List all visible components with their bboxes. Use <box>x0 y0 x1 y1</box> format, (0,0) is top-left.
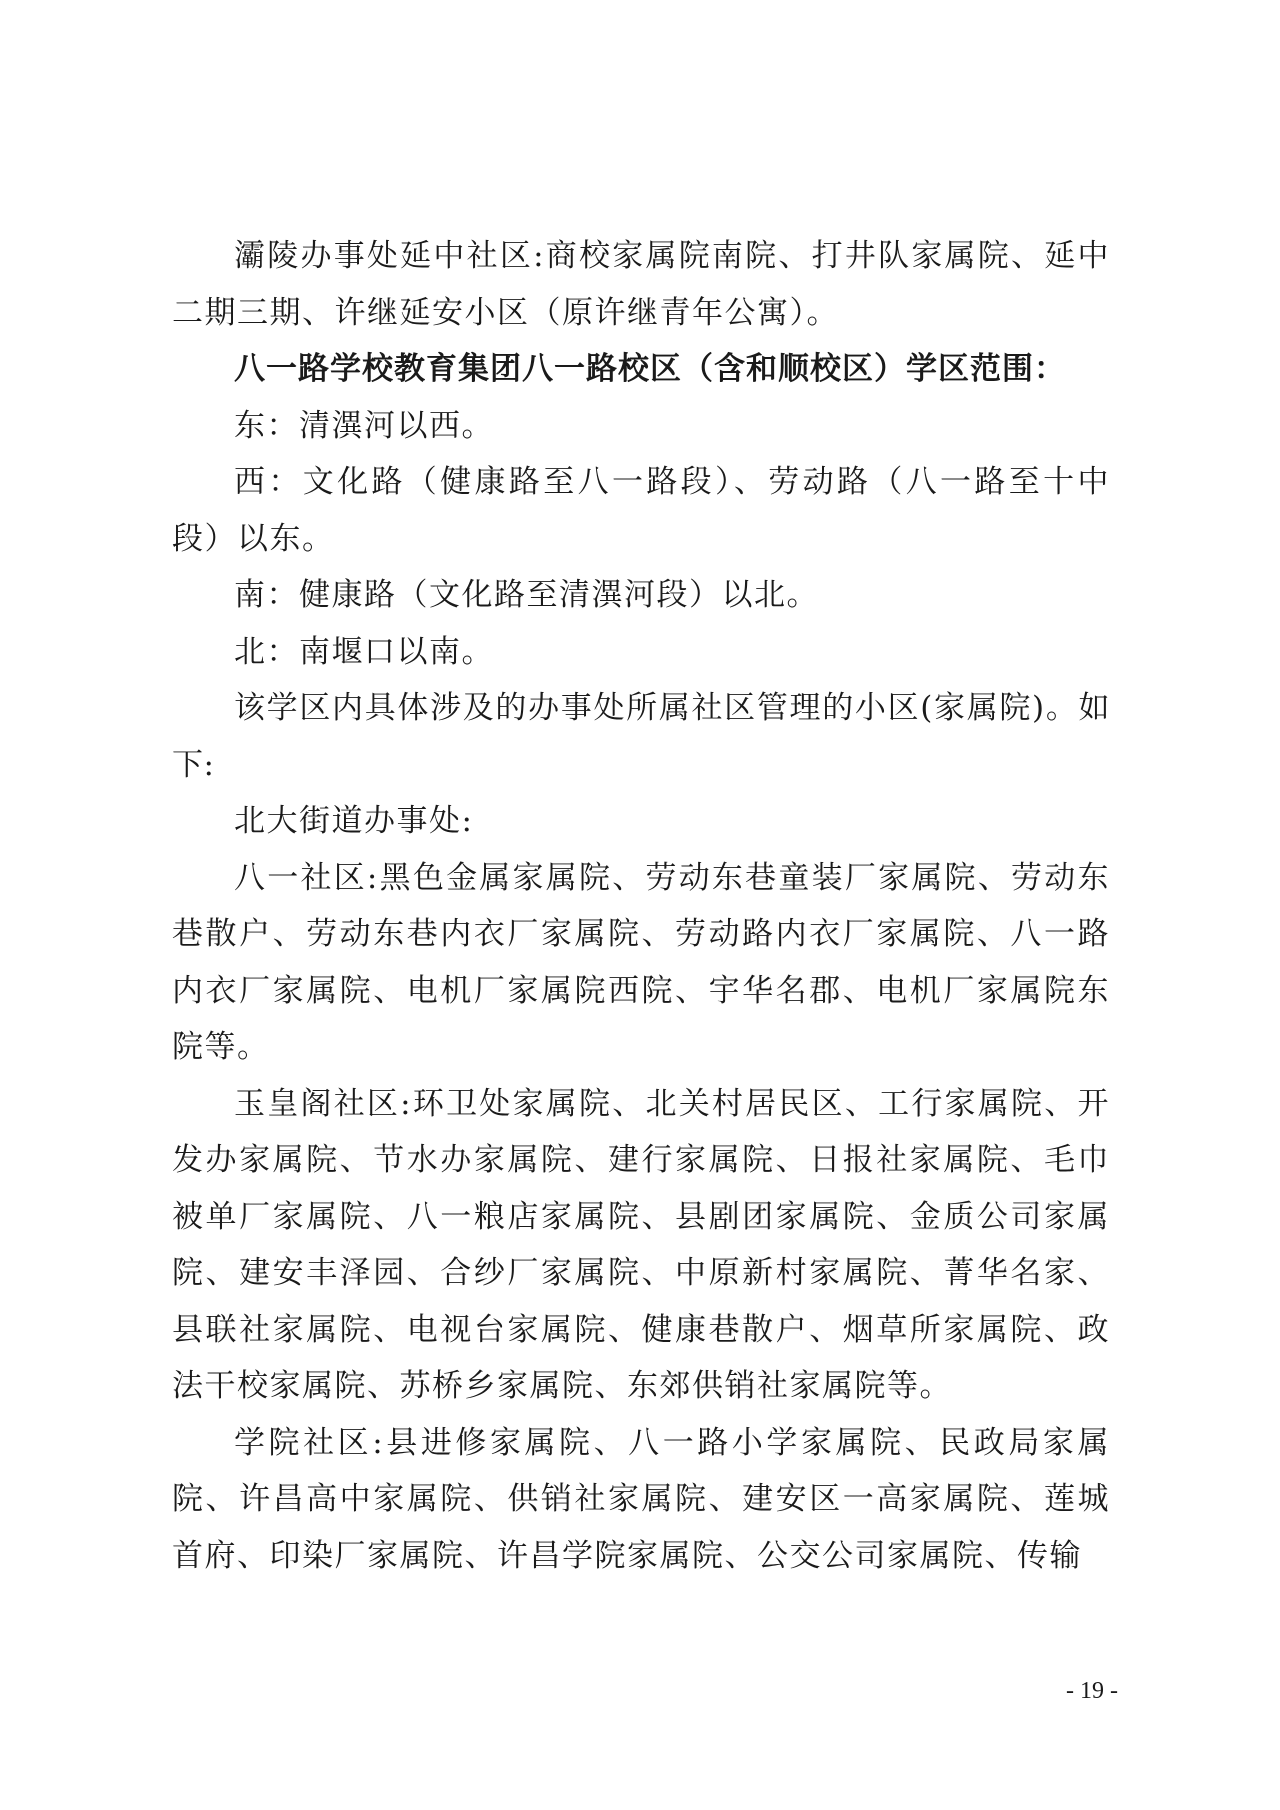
paragraph-bayi-community: 八一社区:黑色金属家属院、劳动东巷童装厂家属院、劳动东巷散户、劳动东巷内衣厂家属院、劳动路内衣厂家属院、八一路内衣厂家属院、电机厂家属院西院、宇华名郡、电机厂家属院东院等。 <box>172 859 1110 1065</box>
paragraph-north-boundary: 北：南堰口以南。 <box>234 633 494 670</box>
paragraph-yuhuangge-community: 玉皇阁社区:环卫处家属院、北关村居民区、工行家属院、开发办家属院、节水办家属院、建行家属院、日报社家属院、毛巾被单厂家属院、八一粮店家属院、县剧团家属院、金质公司家属院、建安丰泽园、合纱厂家属院、中原新村家属院、菁华名家、县联社家属院、电视台家属院、健康巷散户、烟草所家属院、政法干校家属院、苏桥乡家属院、东郊供销社家属院等。 <box>172 1085 1110 1404</box>
paragraph-west-boundary: 西：文化路（健康路至八一路段）、劳动路（八一路至十中段）以东。 <box>172 464 1110 557</box>
paragraph-xueyuan-community: 学院社区:县进修家属院、八一路小学家属院、民政局家属院、许昌高中家属院、供销社家属院、建安区一高家属院、莲城首府、印染厂家属院、许昌学院家属院、公交公司家属院、传输 <box>172 1424 1110 1574</box>
paragraph-east-boundary: 东：清潩河以西。 <box>234 407 494 444</box>
paragraph-yanzhong-community: 灞陵办事处延中社区:商校家属院南院、打井队家属院、延中二期三期、许继延安小区（原许继青年公寓）。 <box>172 238 1110 331</box>
page-number: - 19 - <box>1066 1678 1118 1704</box>
paragraph-beida-subdistrict: 北大街道办事处: <box>234 803 474 839</box>
paragraph-intro-communities: 该学区内具体涉及的办事处所属社区管理的小区(家属院)。如下: <box>172 690 1110 783</box>
document-body <box>172 228 1110 1584</box>
section-heading-bayilu-school-district: 八一路学校教育集团八一路校区（含和顺校区）学区范围： <box>234 351 1066 387</box>
paragraph-south-boundary: 南：健康路（文化路至清潩河段）以北。 <box>234 577 819 613</box>
